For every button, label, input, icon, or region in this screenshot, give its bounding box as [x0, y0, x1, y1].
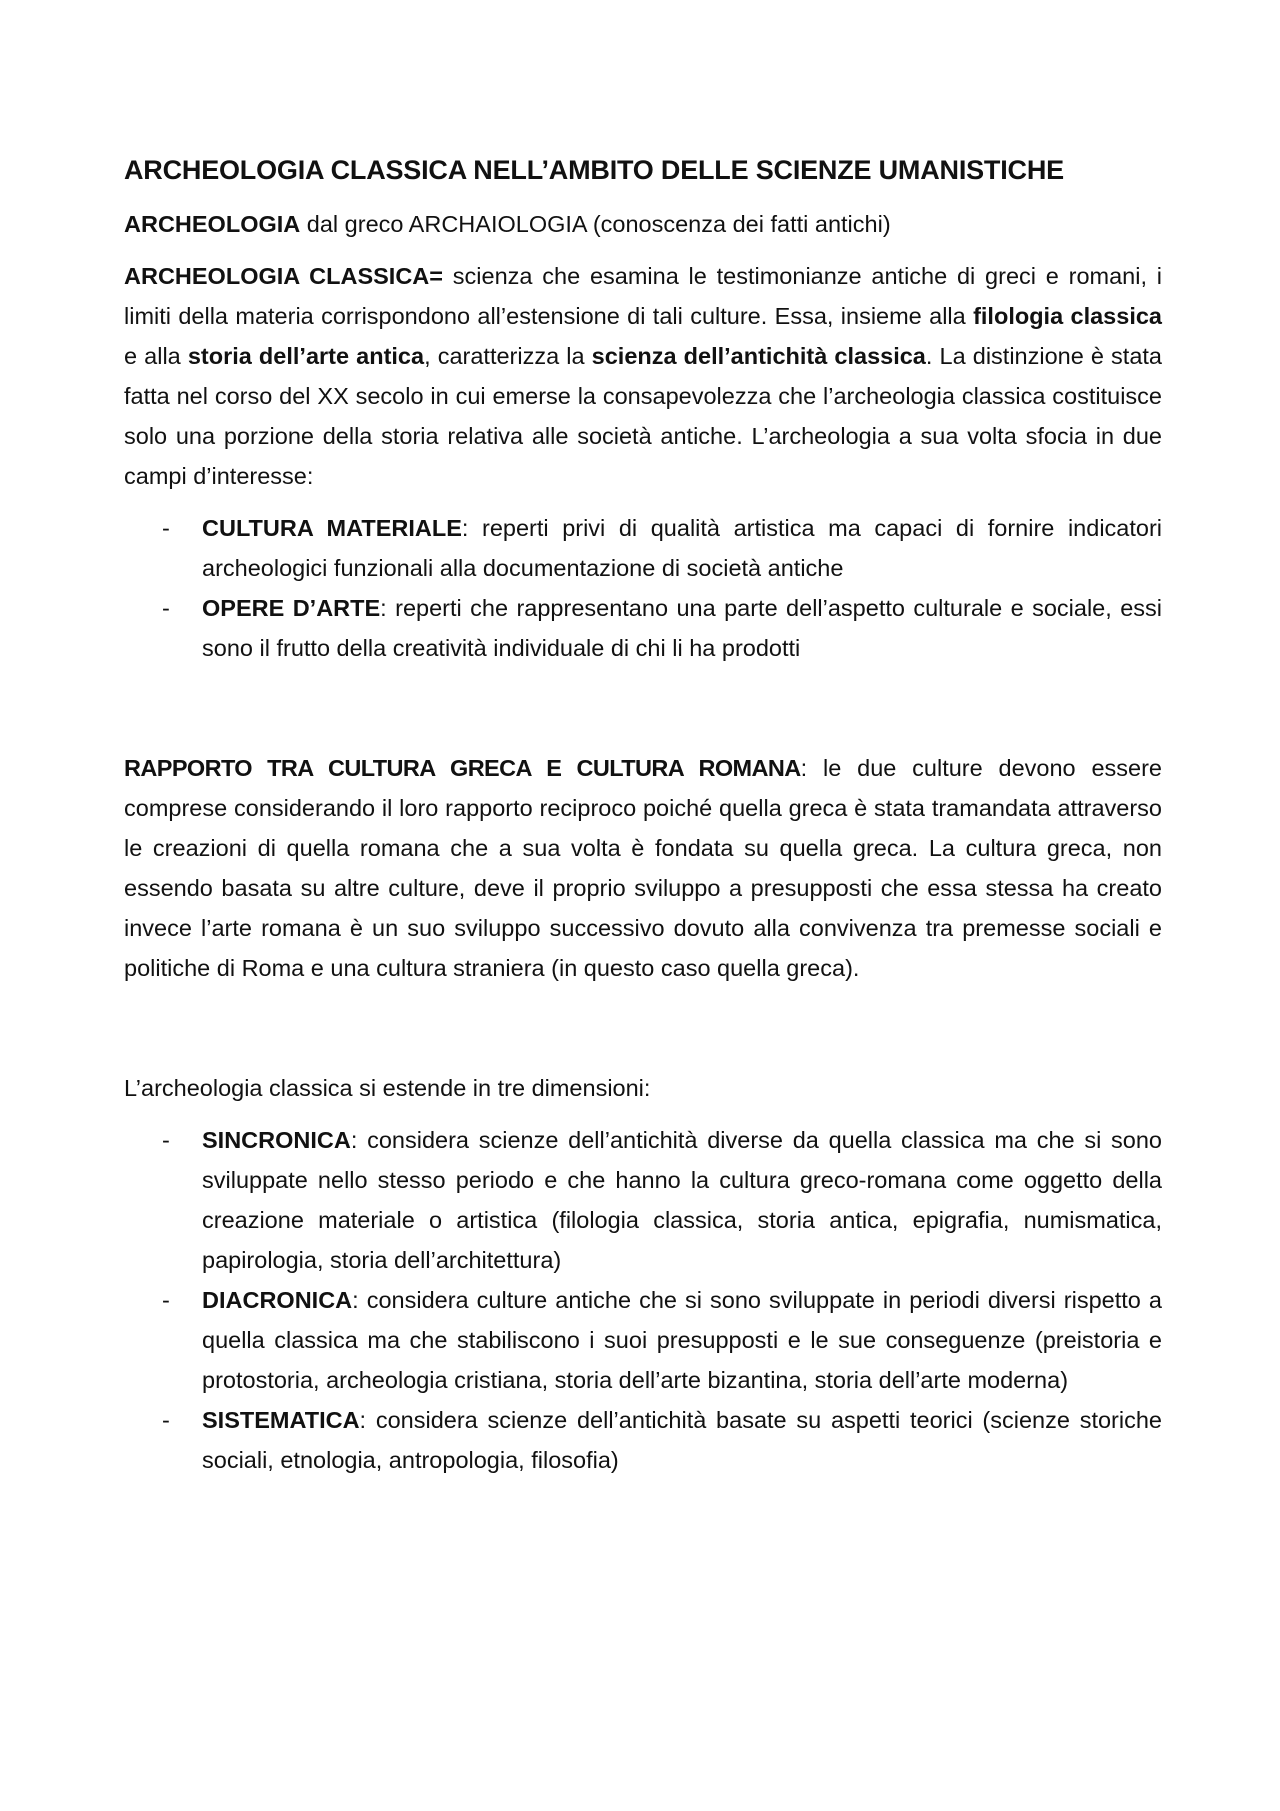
rapporto-paragraph: [124, 748, 1162, 988]
term-cultura-materiale: CULTURA MATERIALE: [202, 515, 462, 541]
list-item-sistematica: [124, 1400, 1162, 1480]
bold-filologia-classica: filologia classica: [973, 303, 1162, 329]
cultura-materiale-text: : reperti privi di qualità artistica ma capaci di fornire indicatori archeologici funzionali alla documentazione di società antiche: [202, 515, 1163, 581]
list-item-opere-arte: [124, 588, 1162, 668]
dimensioni-intro: L’archeologia classica si estende in tre dimensioni:: [124, 1075, 651, 1101]
definition-archeologia: [124, 204, 1162, 244]
definition-classica-text-4: . La distinzione è stata fatta nel corso del XX secolo in cui emerse la consapevolezza che l’archeologia classica costituisce solo una porzione della storia relativa alle società antiche. L’archeologia a sua volta sfocia in due campi d’interesse:: [124, 343, 1163, 489]
dimensioni-list: [124, 1120, 1162, 1480]
opere-arte-text: : reperti che rappresentano una parte dell’aspetto culturale e sociale, essi sono il frutto della creatività individuale di chi li ha prodotti: [202, 595, 1162, 661]
sincronica-text: : considera scienze dell’antichità diverse da quella classica ma che si sono sviluppate nello stesso periodo e che hanno la cultura greco-romana come oggetto della creazione materiale o artistica (filologia classica, storia antica, epigrafia, numismatica, papirologia, storia dell’architettura): [202, 1127, 1162, 1273]
term-sincronica: SINCRONICA: [202, 1127, 351, 1153]
definition-classica-text-1: scienza che esamina le testimonianze antiche di greci e romani, i limiti della materia corrispondono all’estensione di tali culture. Essa, insieme alla: [124, 263, 1163, 329]
list-item-cultura-materiale: [124, 508, 1162, 588]
document-title: ARCHEOLOGIA CLASSICA NELL’AMBITO DELLE SCIENZE UMANISTICHE: [124, 155, 1064, 185]
sistematica-text: : considera scienze dell’antichità basate su aspetti teorici (scienze storiche sociali, etnologia, antropologia, filosofia): [202, 1407, 1162, 1473]
diacronica-text: : considera culture antiche che si sono sviluppate in periodi diversi rispetto a quella classica ma che stabiliscono i suoi presupposti e le sue conseguenze (preistoria e protostoria, archeologia cristiana, storia dell’arte bizantina, storia dell’arte moderna): [202, 1287, 1162, 1393]
definition-classica-text-3: , caratterizza la: [424, 343, 592, 369]
document-page: [124, 150, 1162, 1480]
definition-archeologia-classica: [124, 256, 1162, 496]
bold-storia-arte-antica: storia dell’arte antica: [187, 343, 425, 369]
list-item-diacronica: [124, 1280, 1162, 1400]
term-diacronica: DIACRONICA: [202, 1287, 353, 1313]
term-archeologia: ARCHEOLOGIA: [124, 211, 301, 237]
term-archeologia-classica: ARCHEOLOGIA CLASSICA=: [124, 263, 444, 289]
campi-interesse-list: [124, 508, 1162, 668]
term-sistematica: SISTEMATICA: [202, 1407, 360, 1433]
term-rapporto: RAPPORTO TRA CULTURA GRECA E CULTURA ROMANA: [124, 755, 801, 781]
definition-classica-text-2: e alla: [124, 343, 188, 369]
bold-scienza-antichita-classica: scienza dell’antichità classica: [591, 343, 926, 369]
definition-archeologia-text: dal greco ARCHAIOLOGIA (conoscenza dei fatti antichi): [300, 211, 891, 237]
term-opere-arte: OPERE D’ARTE: [202, 595, 381, 621]
list-item-sincronica: [124, 1120, 1162, 1280]
rapporto-text: : le due culture devono essere comprese considerando il loro rapporto reciproco poiché quella greca è stata tramandata attraverso le creazioni di quella romana che a sua volta è fondata su quella greca. La cultura greca, non essendo basata su altre culture, deve il proprio sviluppo a presupposti che essa stessa ha creato invece l’arte romana è un suo sviluppo successivo dovuto alla convivenza tra premesse sociali e politiche di Roma e una cultura straniera (in questo caso quella greca).: [124, 755, 1162, 981]
